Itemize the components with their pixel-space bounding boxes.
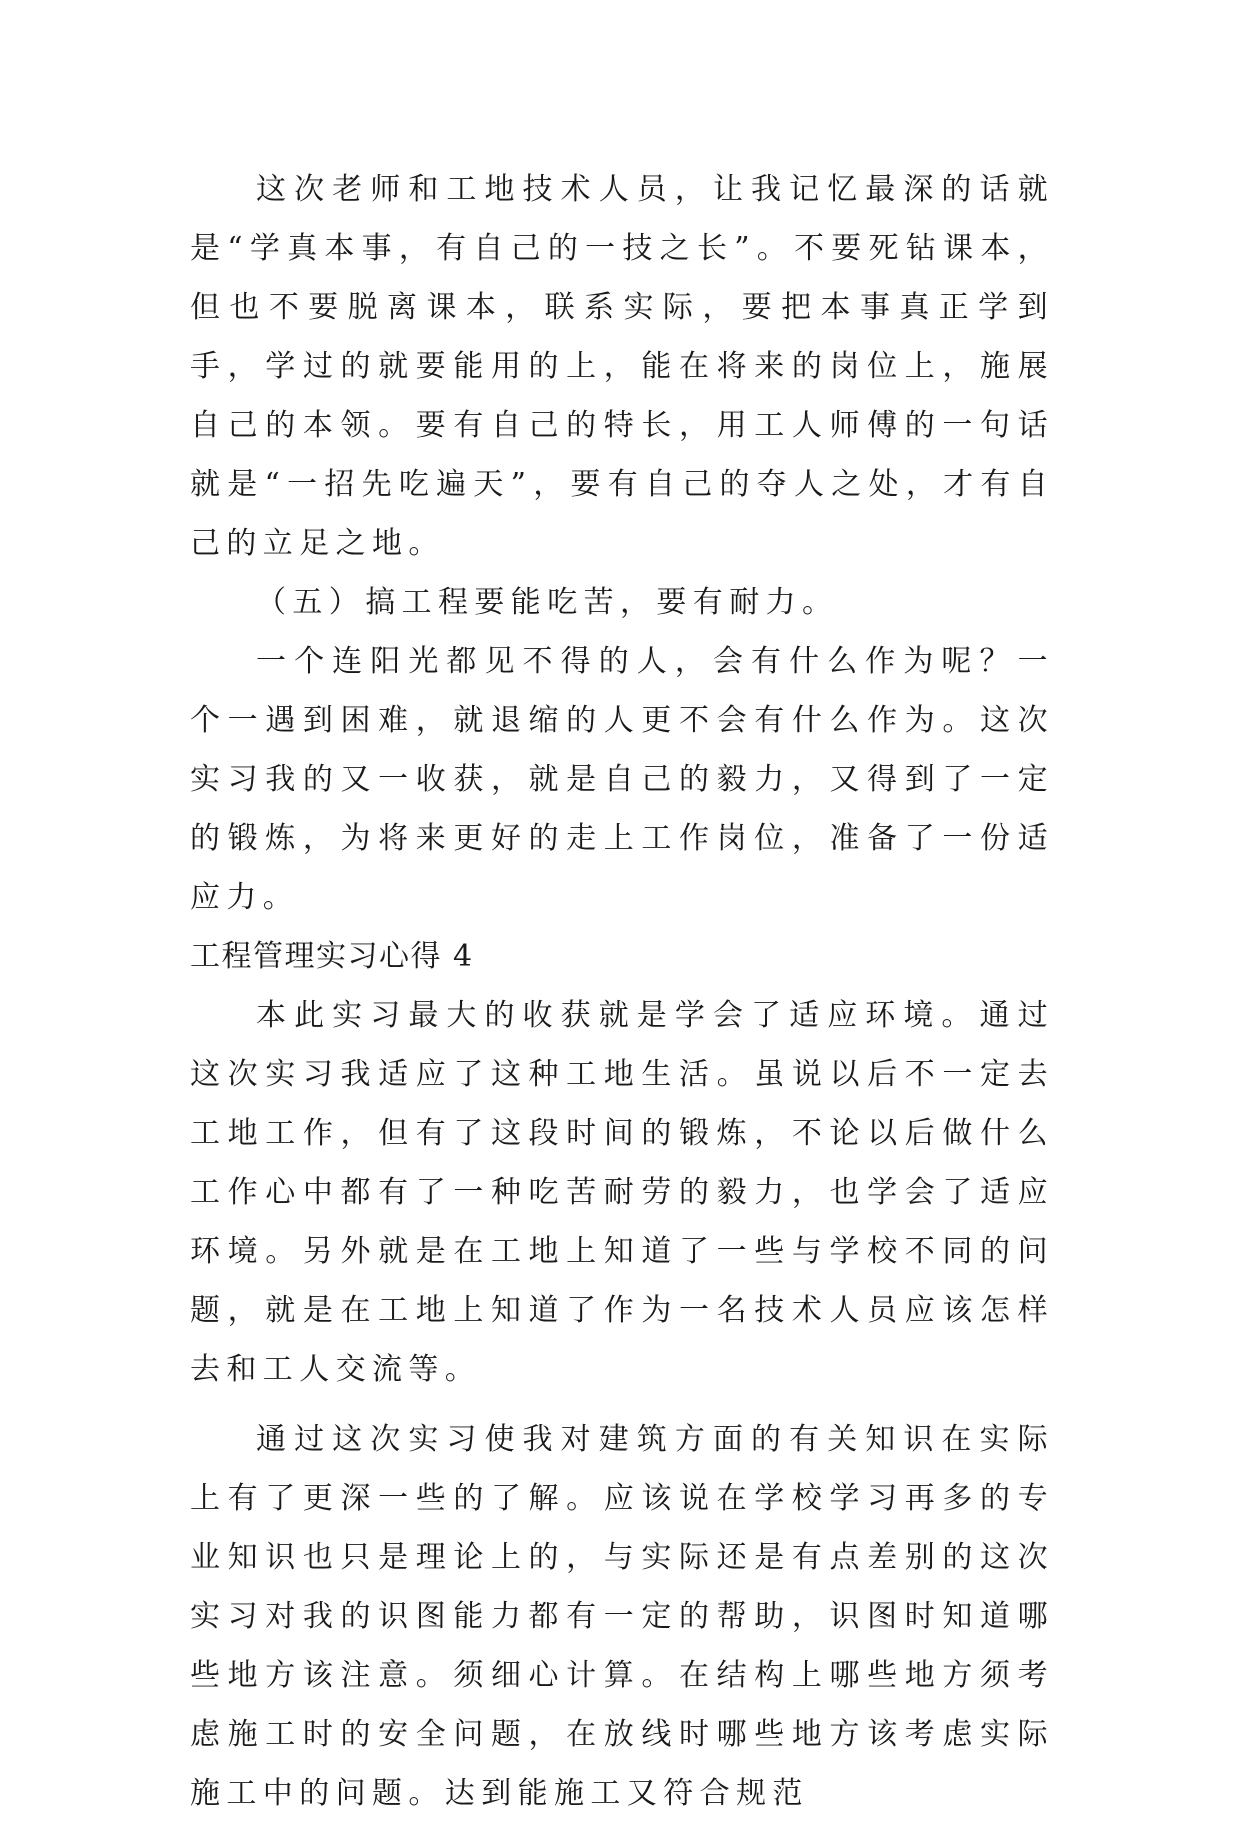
- body-paragraph: 通过这次实习使我对建筑方面的有关知识在实际上有了更深一些的了解。应该说在学校学习再多的专业知识也只是理论上的，与实际还是有点差别的这次实习对我的识图能力都有一定的帮助，识图时知道哪些地方该注意。须细心计算。在结构上哪些地方须考虑施工时的安全问题，在放线时哪些地方该考虑实际施工中的问题。达到能施工又符合规范: [190, 1422, 1054, 1811]
- subheading: （五）搞工程要能吃苦，要有耐力。: [256, 585, 839, 620]
- body-paragraph: 这次老师和工地技术人员，让我记忆最深的话就是“学真本事，有自己的一技之长”。不要死钻课本，但也不要脱离课本，联系实际，要把本事真正学到手，学过的就要能用的上，能在将来的岗位上，施展自己的本领。要有自己的特长，用工人师傅的一句话就是“一招先吃遍天”，要有自己的夺人之处，才有自己的立足之地。: [190, 172, 1054, 561]
- document-body: [190, 160, 1054, 1823]
- section-title: 工程管理实习心得 4: [190, 939, 474, 974]
- body-paragraph: 本此实习最大的收获就是学会了适应环境。通过这次实习我适应了这种工地生活。虽说以后不一定去工地工作，但有了这段时间的锻炼，不论以后做什么工作心中都有了一种吃苦耐劳的毅力，也学会了适应环境。另外就是在工地上知道了一些与学校不同的问题，就是在工地上知道了作为一名技术人员应该怎样去和工人交流等。: [190, 998, 1054, 1387]
- body-paragraph: 一个连阳光都见不得的人，会有什么作为呢？一个一遇到困难，就退缩的人更不会有什么作为。这次实习我的又一收获，就是自己的毅力，又得到了一定的锻炼，为将来更好的走上工作岗位，准备了一份适应力。: [190, 644, 1054, 915]
